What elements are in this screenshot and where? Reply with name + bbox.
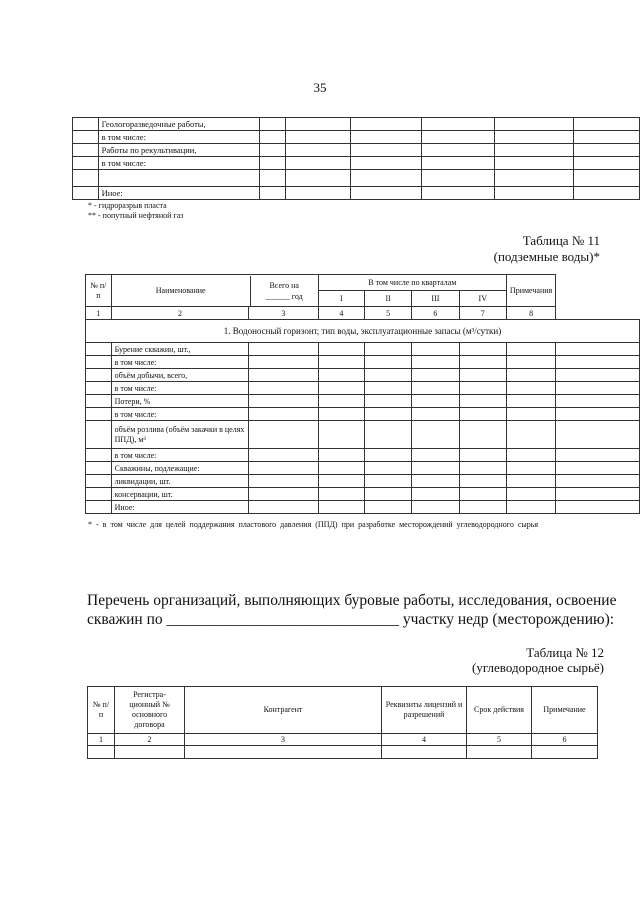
empty-cell: [556, 488, 640, 501]
column-number: 7: [459, 307, 506, 320]
empty-cell: [318, 343, 364, 356]
empty-cell: [249, 408, 318, 421]
column-number: 4: [318, 307, 364, 320]
table12-header: № п/п: [88, 687, 115, 734]
heading-line2: [87, 611, 614, 629]
header-name: Наименование: [112, 276, 251, 306]
row-label: Бурение скважин, шт.,: [111, 343, 249, 356]
empty-cell: [86, 369, 112, 382]
empty-cell: [351, 187, 421, 200]
empty-cell: [574, 170, 640, 187]
empty-cell: [365, 462, 412, 475]
table-row: [86, 395, 640, 408]
table-row: [73, 131, 640, 144]
column-number: 2: [115, 734, 185, 746]
empty-cell: [459, 369, 506, 382]
empty-cell: [259, 144, 285, 157]
empty-cell: [412, 421, 459, 449]
empty-cell: [421, 157, 494, 170]
table-row: [73, 170, 640, 187]
row-label: в том числе:: [111, 449, 249, 462]
empty-cell: [88, 746, 115, 759]
empty-cell: [285, 131, 351, 144]
column-number: 6: [532, 734, 598, 746]
empty-cell: [86, 356, 112, 369]
table12-header: Реквизиты лицензий и разрешений: [382, 687, 467, 734]
empty-cell: [459, 356, 506, 369]
empty-cell: [459, 475, 506, 488]
empty-cell: [532, 746, 598, 759]
empty-cell: [318, 369, 364, 382]
empty-cell: [365, 449, 412, 462]
empty-cell: [259, 118, 285, 131]
footnote-hydraulic: * - гидроразрыв пласта: [88, 201, 167, 210]
organizations-heading: Перечень организаций, выполняющих буровые работы, исследования, освоение: [87, 592, 617, 609]
section-title: 1. Водоносный горизонт, тип воды, эксплуатационные запасы (м³/сутки): [86, 320, 640, 343]
empty-cell: [351, 144, 421, 157]
empty-cell: [249, 421, 318, 449]
empty-cell: [73, 144, 99, 157]
empty-cell: [259, 131, 285, 144]
empty-cell: [574, 157, 640, 170]
table-row: [73, 187, 640, 200]
column-number: 3: [249, 307, 318, 320]
empty-cell: [86, 382, 112, 395]
row-label: в том числе:: [98, 131, 259, 144]
empty-cell: [412, 395, 459, 408]
license-area-blank: ______________________________: [166, 611, 399, 628]
empty-cell: [249, 343, 318, 356]
empty-cell: [459, 462, 506, 475]
empty-cell: [285, 118, 351, 131]
empty-cell: [318, 356, 364, 369]
table11-title: Таблица № 11: [522, 233, 600, 248]
empty-cell: [412, 369, 459, 382]
row-label: объём розлива (объём закачки в целях ППД), м³: [111, 421, 249, 449]
empty-cell: [73, 187, 99, 200]
row-label: Скважины, подлежащие:: [111, 462, 249, 475]
table11-footnote: * - в том числе для целей поддержания пластового давления (ППД) при разработке месторождений углеводородного сырья: [88, 520, 539, 529]
empty-cell: [86, 488, 112, 501]
empty-cell: [421, 187, 494, 200]
empty-cell: [459, 408, 506, 421]
table11: [85, 274, 640, 514]
empty-cell: [86, 343, 112, 356]
column-number: 5: [365, 307, 412, 320]
column-number: 3: [185, 734, 382, 746]
empty-cell: [494, 170, 574, 187]
empty-cell: [249, 462, 318, 475]
empty-cell: [506, 501, 555, 514]
empty-cell: [459, 343, 506, 356]
empty-cell: [351, 157, 421, 170]
row-label: в том числе:: [98, 157, 259, 170]
empty-cell: [506, 475, 555, 488]
empty-cell: [556, 475, 640, 488]
empty-cell: [185, 746, 382, 759]
empty-cell: [556, 382, 640, 395]
empty-cell: [365, 395, 412, 408]
row-label: Иное:: [98, 187, 259, 200]
header-num: № п/п: [86, 275, 112, 307]
empty-cell: [318, 395, 364, 408]
empty-cell: [556, 408, 640, 421]
table-row: [86, 475, 640, 488]
table-row: [86, 421, 640, 449]
empty-cell: [351, 131, 421, 144]
empty-cell: [285, 187, 351, 200]
column-number: 8: [506, 307, 555, 320]
table-row: [73, 157, 640, 170]
column-number: 5: [467, 734, 532, 746]
header-quarter-2: II: [365, 291, 412, 307]
empty-cell: [574, 144, 640, 157]
empty-cell: [285, 144, 351, 157]
table-row: [86, 382, 640, 395]
empty-cell: [259, 170, 285, 187]
column-number: 1: [88, 734, 115, 746]
row-label: в том числе:: [111, 382, 249, 395]
table-row: [73, 144, 640, 157]
column-number: 1: [86, 307, 112, 320]
empty-cell: [249, 501, 318, 514]
empty-cell: [249, 488, 318, 501]
empty-cell: [506, 356, 555, 369]
empty-cell: [459, 488, 506, 501]
empty-cell: [249, 475, 318, 488]
empty-cell: [412, 356, 459, 369]
empty-cell: [421, 131, 494, 144]
empty-cell: [421, 170, 494, 187]
empty-cell: [494, 187, 574, 200]
empty-cell: [318, 462, 364, 475]
empty-cell: [318, 408, 364, 421]
empty-cell: [365, 369, 412, 382]
table12-header: Примечание: [532, 687, 598, 734]
empty-cell: [86, 449, 112, 462]
empty-cell: [506, 408, 555, 421]
empty-cell: [73, 170, 99, 187]
table-row: [88, 746, 598, 759]
empty-cell: [556, 421, 640, 449]
empty-cell: [73, 131, 99, 144]
empty-cell: [249, 382, 318, 395]
table-row: [73, 118, 640, 131]
table12-header: Регистра-ционный № основного договора: [115, 687, 185, 734]
empty-cell: [556, 395, 640, 408]
top-table: [72, 117, 640, 200]
empty-cell: [365, 382, 412, 395]
row-label: в том числе:: [111, 356, 249, 369]
empty-cell: [506, 421, 555, 449]
empty-cell: [556, 343, 640, 356]
empty-cell: [365, 488, 412, 501]
header-quarter-1: I: [318, 291, 364, 307]
empty-cell: [506, 449, 555, 462]
header-quarters: В том числе по кварталам: [318, 275, 506, 291]
table-row: [86, 369, 640, 382]
empty-cell: [86, 462, 112, 475]
header-total: Всего на: [269, 280, 299, 290]
empty-cell: [259, 157, 285, 170]
empty-cell: [556, 462, 640, 475]
empty-cell: [318, 382, 364, 395]
table-row: [86, 462, 640, 475]
empty-cell: [382, 746, 467, 759]
empty-cell: [365, 475, 412, 488]
empty-cell: [574, 131, 640, 144]
empty-cell: [506, 488, 555, 501]
header-notes: Примечания: [506, 275, 555, 307]
empty-cell: [351, 118, 421, 131]
empty-cell: [412, 449, 459, 462]
column-number: 4: [382, 734, 467, 746]
empty-cell: [574, 118, 640, 131]
empty-cell: [412, 343, 459, 356]
table-row: [86, 356, 640, 369]
empty-cell: [421, 118, 494, 131]
table12-header: Срок действия: [467, 687, 532, 734]
empty-cell: [556, 356, 640, 369]
empty-cell: [421, 144, 494, 157]
empty-cell: [86, 395, 112, 408]
empty-cell: [556, 369, 640, 382]
empty-cell: [459, 449, 506, 462]
empty-cell: [412, 408, 459, 421]
empty-cell: [506, 462, 555, 475]
table11-subtitle: (подземные воды)*: [493, 249, 600, 264]
table12: [87, 686, 598, 759]
empty-cell: [249, 395, 318, 408]
empty-cell: [285, 170, 351, 187]
empty-cell: [365, 501, 412, 514]
empty-cell: [494, 144, 574, 157]
table-row: [86, 408, 640, 421]
empty-cell: [318, 475, 364, 488]
page-number: 35: [313, 80, 327, 95]
header-quarter-3: III: [412, 291, 459, 307]
empty-cell: [86, 421, 112, 449]
empty-cell: [459, 421, 506, 449]
row-label: в том числе:: [111, 408, 249, 421]
table12-title: Таблица № 12: [526, 645, 604, 660]
table-row: [86, 449, 640, 462]
table-row: [86, 488, 640, 501]
empty-cell: [494, 118, 574, 131]
empty-cell: [556, 449, 640, 462]
table-row: [86, 501, 640, 514]
empty-cell: [506, 382, 555, 395]
header-total-year: ______ год: [265, 291, 303, 301]
empty-cell: [318, 501, 364, 514]
empty-cell: [412, 475, 459, 488]
empty-cell: [86, 408, 112, 421]
empty-cell: [506, 395, 555, 408]
footnote-gas: ** - попутный нефтяной газ: [88, 211, 184, 220]
empty-cell: [318, 449, 364, 462]
row-label: Геологоразведочные работы,: [98, 118, 259, 131]
row-label: Потери, %: [111, 395, 249, 408]
empty-cell: [73, 157, 99, 170]
heading-line2-end: участку недр (месторождению):: [402, 611, 615, 628]
empty-cell: [259, 187, 285, 200]
empty-cell: [318, 488, 364, 501]
empty-cell: [459, 382, 506, 395]
row-label: Иное:: [111, 501, 249, 514]
empty-cell: [467, 746, 532, 759]
table12-header: Контрагент: [185, 687, 382, 734]
table-row: [86, 343, 640, 356]
header-quarter-4: IV: [459, 291, 506, 307]
empty-cell: [86, 475, 112, 488]
empty-cell: [249, 356, 318, 369]
empty-cell: [365, 408, 412, 421]
empty-cell: [412, 462, 459, 475]
row-label: консервации, шт.: [111, 488, 249, 501]
empty-cell: [365, 343, 412, 356]
empty-cell: [556, 501, 640, 514]
empty-cell: [412, 488, 459, 501]
empty-cell: [249, 369, 318, 382]
row-label: объём добычи, всего,: [111, 369, 249, 382]
empty-cell: [115, 746, 185, 759]
empty-cell: [365, 356, 412, 369]
empty-cell: [285, 157, 351, 170]
empty-cell: [506, 343, 555, 356]
empty-cell: [86, 501, 112, 514]
table12-subtitle: (углеводородное сырьё): [472, 660, 604, 675]
empty-cell: [494, 157, 574, 170]
empty-cell: [459, 501, 506, 514]
heading-line2-start: скважин по: [87, 611, 163, 628]
empty-cell: [412, 382, 459, 395]
row-label: ликвидации, шт.: [111, 475, 249, 488]
empty-cell: [412, 501, 459, 514]
row-label: Работы по рекультивации,: [98, 144, 259, 157]
row-label: [98, 170, 259, 187]
empty-cell: [249, 449, 318, 462]
empty-cell: [494, 131, 574, 144]
empty-cell: [365, 421, 412, 449]
empty-cell: [506, 369, 555, 382]
empty-cell: [459, 395, 506, 408]
empty-cell: [574, 187, 640, 200]
column-number: 6: [412, 307, 459, 320]
column-number: 2: [111, 307, 249, 320]
empty-cell: [73, 118, 99, 131]
empty-cell: [318, 421, 364, 449]
empty-cell: [351, 170, 421, 187]
